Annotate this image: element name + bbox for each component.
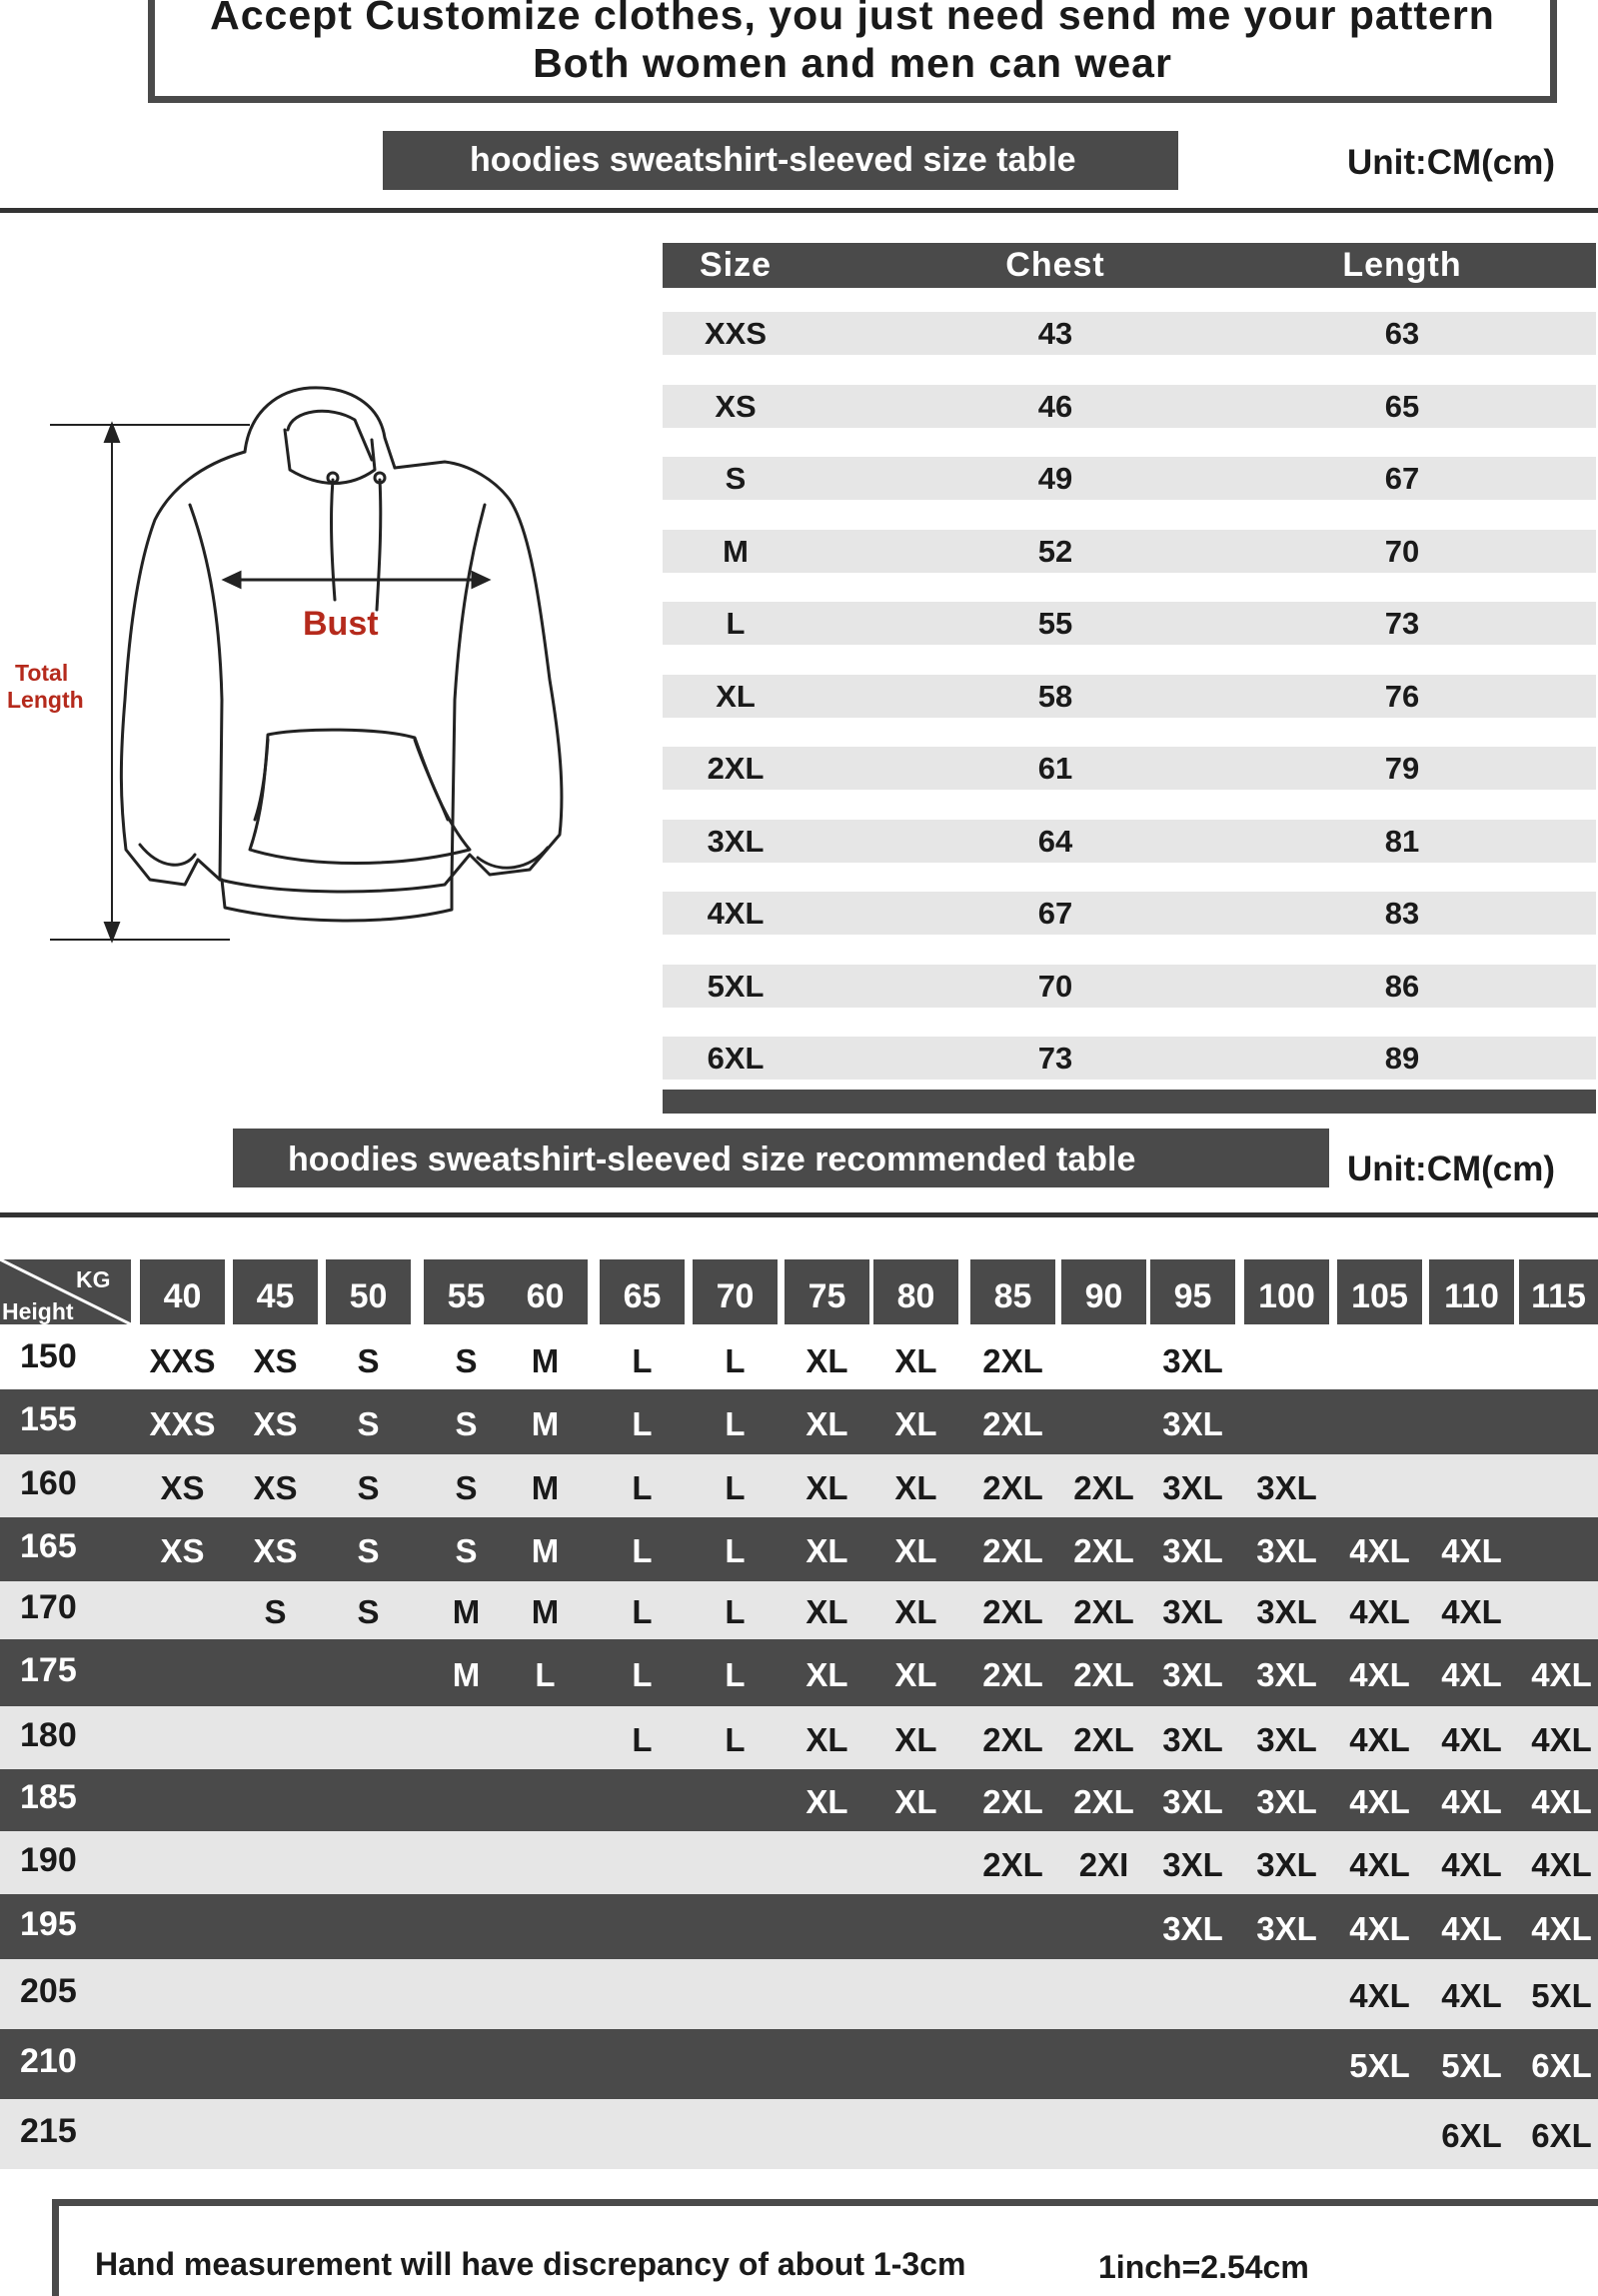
size-recommend-cell: L	[725, 1404, 746, 1442]
size-recommend-cell: 4XL	[1441, 1532, 1502, 1569]
length-cell: 76	[1384, 678, 1420, 714]
size-recommend-cell: S	[455, 1404, 478, 1442]
col-length: Length	[1342, 246, 1462, 284]
size-cell: 2XL	[707, 751, 765, 786]
kg-header-cell: 95	[1150, 1259, 1235, 1324]
hoodie-diagram	[0, 380, 620, 960]
size-table-title: hoodies sweatshirt-sleeved size table	[383, 131, 1178, 190]
size-row	[663, 457, 1596, 500]
body-outline	[121, 452, 562, 892]
size-recommend-cell: 4XL	[1531, 1720, 1592, 1758]
header-box	[148, 0, 1557, 103]
size-recommend-cell: 5XL	[1441, 2047, 1502, 2084]
size-recommend-cell: 5XL	[1531, 1977, 1592, 2014]
size-recommend-cell: XS	[253, 1342, 298, 1379]
size-recommend-cell: S	[357, 1468, 380, 1506]
size-recommend-cell: 3XL	[1256, 1468, 1317, 1506]
size-table-header	[663, 243, 1596, 288]
size-recommend-cell: L	[725, 1655, 746, 1693]
height-cell: 205	[20, 1972, 77, 2010]
size-recommend-cell: 4XL	[1441, 1783, 1502, 1820]
size-recommend-cell: 4XL	[1349, 1909, 1410, 1947]
size-recommend-cell: 2XL	[982, 1655, 1043, 1693]
corner-height: Height	[2, 1298, 74, 1324]
length-cell: 70	[1384, 533, 1420, 569]
chest-cell: 46	[1037, 388, 1073, 424]
col-chest: Chest	[1005, 246, 1105, 284]
size-recommend-cell: 3XL	[1162, 1593, 1223, 1630]
height-cell: 160	[20, 1463, 77, 1502]
size-row	[663, 820, 1596, 863]
size-recommend-cell: 4XL	[1531, 1845, 1592, 1883]
size-recommend-cell: 4XL	[1531, 1909, 1592, 1947]
height-cell: 190	[20, 1840, 77, 1879]
kg-header-cell: 60	[503, 1259, 588, 1324]
kg-header-cell: 85	[970, 1259, 1055, 1324]
chest-cell: 67	[1037, 896, 1073, 931]
size-recommend-cell: XL	[805, 1593, 848, 1630]
size-recommend-cell: 2XL	[982, 1468, 1043, 1506]
size-recommend-cell: XL	[894, 1342, 937, 1379]
chest-cell: 55	[1037, 606, 1073, 641]
recommend-table-unit: Unit:CM(cm)	[1347, 1149, 1556, 1188]
left-sleeve-seam	[190, 505, 222, 880]
chest-cell: 73	[1037, 1041, 1073, 1076]
kg-header-cell: 75	[785, 1259, 869, 1324]
size-recommend-cell: S	[455, 1532, 478, 1569]
size-recommend-cell: 4XL	[1349, 1593, 1410, 1630]
size-row	[663, 385, 1596, 428]
recommend-row	[0, 1329, 1598, 1389]
size-recommend-cell: XL	[894, 1468, 937, 1506]
size-recommend-cell: XL	[805, 1655, 848, 1693]
kg-header-cell: 45	[233, 1259, 318, 1324]
size-recommend-cell: 2XL	[1073, 1655, 1134, 1693]
size-recommend-cell: 3XL	[1256, 1909, 1317, 1947]
size-cell: XL	[716, 678, 756, 714]
size-recommend-cell: XL	[805, 1342, 848, 1379]
size-recommend-cell: L	[632, 1532, 653, 1569]
size-recommend-cell: 2XL	[982, 1342, 1043, 1379]
size-row	[663, 312, 1596, 355]
size-recommend-cell: M	[452, 1655, 481, 1693]
size-recommend-cell: 2XL	[982, 1532, 1043, 1569]
size-row	[663, 530, 1596, 573]
size-recommend-cell: XS	[253, 1532, 298, 1569]
size-recommend-cell: L	[725, 1532, 746, 1569]
size-recommend-cell: 3XL	[1162, 1655, 1223, 1693]
size-recommend-cell: XS	[253, 1404, 298, 1442]
header-line-1: Accept Customize clothes, you just need send me your pattern	[210, 0, 1495, 38]
size-recommend-cell: 3XL	[1256, 1720, 1317, 1758]
divider-middle	[0, 1212, 1598, 1217]
size-recommend-cell: XS	[160, 1532, 205, 1569]
size-recommend-cell: XL	[894, 1655, 937, 1693]
size-recommend-cell: L	[632, 1342, 653, 1379]
size-recommend-cell: S	[357, 1532, 380, 1569]
size-cell: 4XL	[707, 896, 765, 931]
size-recommend-cell: 4XL	[1441, 1593, 1502, 1630]
size-recommend-cell: 3XL	[1256, 1783, 1317, 1820]
recommend-row	[0, 1706, 1598, 1769]
size-recommend-cell: XL	[805, 1468, 848, 1506]
header-line-2: Both women and men can wear	[533, 40, 1172, 86]
kg-header-cell: 110	[1429, 1259, 1514, 1324]
size-recommend-cell: XL	[805, 1404, 848, 1442]
kg-header-cell: 50	[326, 1259, 411, 1324]
size-recommend-cell: 2XL	[982, 1593, 1043, 1630]
col-size: Size	[699, 246, 773, 284]
recommend-row	[0, 1454, 1598, 1517]
size-recommend-cell: XL	[894, 1720, 937, 1758]
size-recommend-cell: M	[452, 1593, 481, 1630]
recommend-row	[0, 1831, 1598, 1894]
size-table-footer-bar	[663, 1090, 1596, 1114]
size-recommend-cell: 6XL	[1531, 2047, 1592, 2084]
recommend-row	[0, 1894, 1598, 1959]
size-recommend-cell: 3XL	[1162, 1468, 1223, 1506]
size-recommend-cell: 5XL	[1349, 2047, 1410, 2084]
size-recommend-cell: 2XI	[1078, 1845, 1129, 1883]
size-recommend-cell: 3XL	[1162, 1720, 1223, 1758]
kg-header-cell: 100	[1244, 1259, 1329, 1324]
recommend-table-title: hoodies sweatshirt-sleeved size recommended table	[233, 1129, 1329, 1187]
kg-header-cell: 55	[424, 1259, 509, 1324]
size-recommend-cell: 2XL	[1073, 1468, 1134, 1506]
size-recommend-cell: S	[357, 1342, 380, 1379]
height-cell: 150	[20, 1337, 77, 1375]
size-recommend-cell: 4XL	[1441, 1977, 1502, 2014]
size-recommend-cell: XL	[894, 1783, 937, 1820]
size-cell: L	[726, 606, 746, 641]
size-recommend-cell: 4XL	[1441, 1909, 1502, 1947]
chest-cell: 61	[1037, 751, 1073, 786]
height-cell: 175	[20, 1650, 77, 1689]
size-recommend-cell: 4XL	[1531, 1655, 1592, 1693]
size-recommend-cell: 3XL	[1256, 1532, 1317, 1569]
size-recommend-cell: M	[531, 1468, 560, 1506]
chest-cell: 70	[1037, 968, 1073, 1004]
recommend-row	[0, 1769, 1598, 1831]
drawstring-right	[377, 480, 381, 610]
length-cell: 67	[1384, 461, 1420, 496]
size-recommend-cell: L	[632, 1468, 653, 1506]
corner-kg: KG	[76, 1266, 111, 1292]
kg-header-cell: 65	[600, 1259, 685, 1324]
kg-header-cell: 70	[693, 1259, 778, 1324]
length-cell: 65	[1384, 388, 1420, 424]
size-cell: XS	[715, 388, 757, 424]
size-recommend-cell: XXS	[149, 1404, 216, 1442]
size-recommend-cell: 4XL	[1441, 1655, 1502, 1693]
length-cell: 89	[1384, 1041, 1420, 1076]
height-cell: 195	[20, 1904, 77, 1943]
size-recommend-cell: 3XL	[1256, 1593, 1317, 1630]
size-recommend-cell: L	[632, 1655, 653, 1693]
size-row	[663, 1037, 1596, 1080]
chest-cell: 64	[1037, 823, 1073, 859]
size-recommend-cell: 4XL	[1349, 1783, 1410, 1820]
length-cell: 86	[1384, 968, 1420, 1004]
size-recommend-cell: XL	[894, 1593, 937, 1630]
size-recommend-cell: XL	[894, 1532, 937, 1569]
size-recommend-cell: L	[535, 1655, 556, 1693]
recommend-row	[0, 1517, 1598, 1581]
size-cell: S	[725, 461, 747, 496]
size-recommend-cell: 6XL	[1441, 2117, 1502, 2154]
height-cell: 155	[20, 1399, 77, 1438]
kg-header-cell: 90	[1061, 1259, 1146, 1324]
kg-header-cell: 115	[1519, 1259, 1598, 1324]
size-recommend-cell: 4XL	[1441, 1720, 1502, 1758]
chest-cell: 58	[1037, 678, 1073, 714]
size-recommend-cell: 2XL	[1073, 1532, 1134, 1569]
size-recommend-cell: M	[531, 1593, 560, 1630]
length-cell: 73	[1384, 606, 1420, 641]
size-cell: 5XL	[707, 968, 765, 1004]
size-recommend-cell: 4XL	[1531, 1783, 1592, 1820]
size-recommend-cell: 3XL	[1162, 1342, 1223, 1379]
size-recommend-cell: 2XL	[982, 1783, 1043, 1820]
size-recommend-cell: 3XL	[1162, 1404, 1223, 1442]
size-recommend-cell: 2XL	[982, 1720, 1043, 1758]
kg-header-cell: 80	[873, 1259, 958, 1324]
size-recommend-cell: S	[455, 1468, 478, 1506]
recommend-row	[0, 1959, 1598, 2029]
right-sleeve-seam	[452, 505, 485, 880]
footer-note: Hand measurement will have discrepancy of about 1-3cm	[95, 2246, 966, 2282]
size-recommend-cell: 2XL	[1073, 1720, 1134, 1758]
height-cell: 210	[20, 2042, 77, 2080]
height-cell: 215	[20, 2112, 77, 2150]
size-recommend-cell: 3XL	[1162, 1532, 1223, 1569]
size-recommend-cell: 3XL	[1162, 1783, 1223, 1820]
size-recommend-cell: XS	[160, 1468, 205, 1506]
recommend-row	[0, 1639, 1598, 1706]
size-recommend-cell: S	[357, 1404, 380, 1442]
size-recommend-cell: L	[725, 1342, 746, 1379]
size-cell: 6XL	[707, 1041, 765, 1076]
chest-cell: 52	[1037, 533, 1073, 569]
length-cell: 83	[1384, 896, 1420, 931]
hood-inner	[288, 411, 372, 460]
size-recommend-cell: 2XL	[982, 1845, 1043, 1883]
size-recommend-cell: 4XL	[1349, 1845, 1410, 1883]
size-recommend-cell: S	[455, 1342, 478, 1379]
height-cell: 180	[20, 1715, 77, 1754]
size-recommend-cell: 3XL	[1162, 1909, 1223, 1947]
size-recommend-cell: 4XL	[1441, 1845, 1502, 1883]
total-length-label-2: Length	[7, 687, 84, 713]
bust-label: Bust	[303, 605, 379, 643]
size-row	[663, 965, 1596, 1008]
drawstring-left	[332, 480, 335, 600]
bust-arrow	[225, 573, 488, 587]
size-recommend-cell: 2XL	[1073, 1783, 1134, 1820]
size-cell: M	[723, 533, 749, 569]
size-recommend-cell: XL	[805, 1720, 848, 1758]
height-cell: 185	[20, 1778, 77, 1816]
total-length-label-1: Total	[15, 660, 69, 686]
size-recommend-cell: L	[725, 1720, 746, 1758]
size-recommend-cell: 3XL	[1256, 1845, 1317, 1883]
kg-header-cell: 105	[1337, 1259, 1422, 1324]
size-row	[663, 892, 1596, 935]
chest-cell: 43	[1037, 316, 1073, 351]
chest-cell: 49	[1037, 461, 1073, 496]
size-recommend-cell: 4XL	[1349, 1655, 1410, 1693]
length-cell: 63	[1384, 316, 1420, 351]
size-recommend-cell: S	[357, 1593, 380, 1630]
size-recommend-cell: 3XL	[1162, 1845, 1223, 1883]
recommend-row	[0, 1389, 1598, 1454]
size-recommend-cell: 4XL	[1349, 1977, 1410, 2014]
height-cell: 170	[20, 1588, 77, 1626]
size-recommend-cell: L	[725, 1468, 746, 1506]
size-recommend-cell: L	[632, 1720, 653, 1758]
recommend-row	[0, 2099, 1598, 2169]
length-cell: 79	[1384, 751, 1420, 786]
size-recommend-cell: M	[531, 1342, 560, 1379]
size-cell: 3XL	[707, 823, 765, 859]
size-recommend-cell: XL	[805, 1783, 848, 1820]
height-cell: 165	[20, 1527, 77, 1565]
length-cell: 81	[1384, 823, 1420, 859]
size-recommend-cell: XXS	[149, 1342, 216, 1379]
recommend-row	[0, 1581, 1598, 1639]
size-recommend-cell: 6XL	[1531, 2117, 1592, 2154]
footer-conversion: 1inch=2.54cm	[1098, 2249, 1309, 2285]
size-recommend-cell: L	[632, 1404, 653, 1442]
size-row	[663, 747, 1596, 790]
size-recommend-cell: 3XL	[1256, 1655, 1317, 1693]
size-recommend-cell: XL	[805, 1532, 848, 1569]
footer-box	[52, 2199, 1598, 2296]
recommend-row	[0, 2029, 1598, 2099]
size-row	[663, 602, 1596, 645]
size-recommend-cell: L	[725, 1593, 746, 1630]
size-recommend-cell: 2XL	[982, 1404, 1043, 1442]
size-recommend-cell: XS	[253, 1468, 298, 1506]
kg-header-cell: 40	[140, 1259, 225, 1324]
size-cell: XXS	[704, 316, 768, 351]
divider-top	[0, 208, 1598, 213]
left-cuff	[140, 845, 195, 865]
size-recommend-cell: XL	[894, 1404, 937, 1442]
size-recommend-cell: 4XL	[1349, 1720, 1410, 1758]
size-row	[663, 675, 1596, 718]
size-table-unit: Unit:CM(cm)	[1347, 143, 1556, 182]
size-recommend-cell: M	[531, 1532, 560, 1569]
size-recommend-cell: 4XL	[1349, 1532, 1410, 1569]
size-recommend-cell: 2XL	[1073, 1593, 1134, 1630]
size-recommend-cell: S	[264, 1593, 287, 1630]
pocket-right-edge	[415, 740, 448, 820]
size-recommend-cell: M	[531, 1404, 560, 1442]
right-cuff	[478, 848, 548, 868]
size-recommend-cell: L	[632, 1593, 653, 1630]
